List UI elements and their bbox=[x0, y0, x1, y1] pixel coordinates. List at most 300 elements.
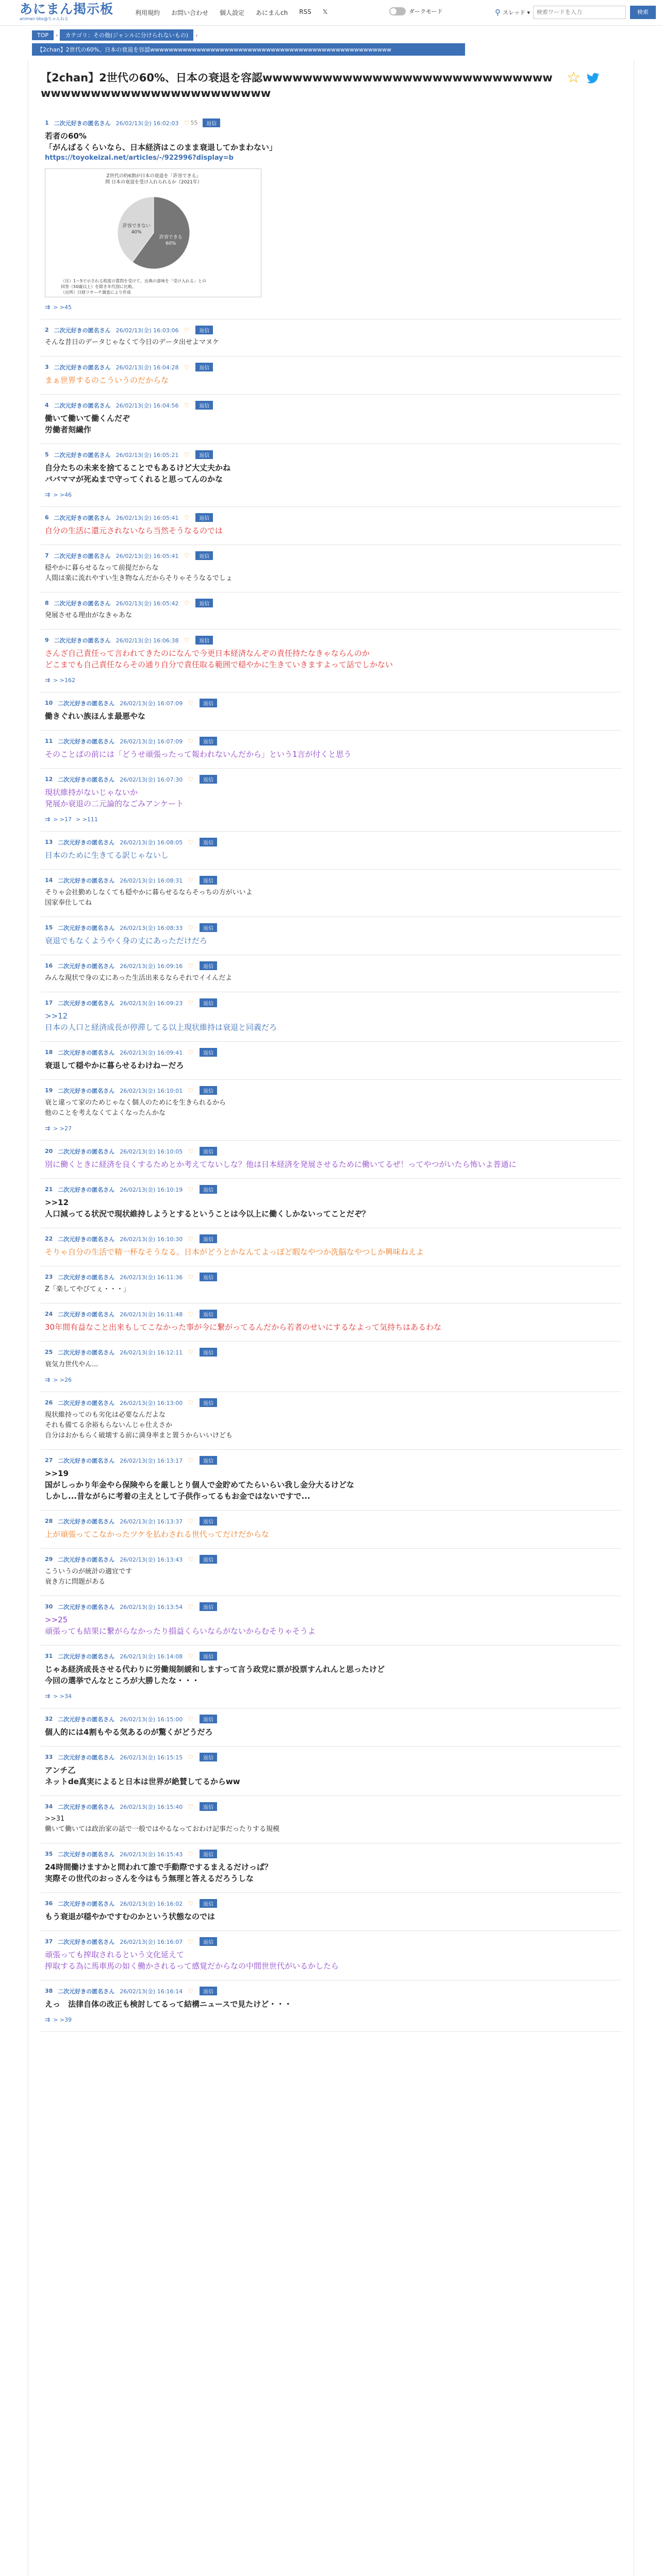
search-scope-select[interactable]: スレッド ▾ bbox=[503, 9, 530, 16]
breadcrumb-category[interactable]: カテゴリ：その他(ジャンルに分けられないもの) bbox=[60, 29, 193, 41]
like-heart-icon[interactable]: ♡ bbox=[188, 876, 193, 884]
like-heart-icon[interactable]: ♡ bbox=[188, 962, 193, 970]
reply-anchor-link[interactable]: > >111 bbox=[76, 816, 98, 823]
reply-button[interactable]: 返信 bbox=[200, 876, 217, 885]
reply-links bbox=[45, 1125, 621, 1132]
post-body: 日本のために生きてる訳じゃないし bbox=[45, 851, 169, 860]
reply-button[interactable]: 返信 bbox=[200, 1802, 217, 1811]
post-number[interactable]: 7 bbox=[45, 552, 49, 559]
search-button[interactable]: 検索 bbox=[630, 6, 656, 19]
poster-name: 二次元好きの匿名さん bbox=[58, 877, 115, 884]
reply-button[interactable]: 返信 bbox=[200, 775, 217, 784]
like-heart-icon[interactable]: ♡ bbox=[188, 1652, 193, 1660]
post-body: 上が頑張ってこなかったツケを払わされる世代ってだけだからな bbox=[45, 1530, 269, 1539]
post-header bbox=[45, 326, 621, 334]
poster-name: 二次元好きの匿名さん bbox=[58, 1653, 115, 1660]
post-number[interactable]: 14 bbox=[45, 877, 53, 884]
poster-name: 二次元好きの匿名さん bbox=[58, 738, 115, 745]
like-heart-icon[interactable]: ♡ bbox=[188, 838, 193, 846]
post-header bbox=[45, 1398, 621, 1407]
reply-anchor-link[interactable]: > >45 bbox=[53, 303, 72, 311]
reply-anchor-link[interactable]: > >46 bbox=[53, 491, 72, 498]
poster-name: 二次元好きの匿名さん bbox=[54, 120, 111, 127]
like-heart-icon[interactable]: ♡ bbox=[184, 514, 190, 521]
like-heart-icon[interactable]: ♡ bbox=[188, 737, 193, 745]
post-number[interactable]: 11 bbox=[45, 738, 53, 744]
pie-chart bbox=[102, 187, 205, 279]
reply-button[interactable]: 返信 bbox=[195, 401, 213, 410]
reply-arrow-icon: ⇉ bbox=[45, 303, 51, 311]
poster-name: 二次元好きの匿名さん bbox=[58, 1349, 115, 1356]
nav-animanch[interactable]: あにまんch bbox=[256, 9, 288, 16]
poster-name: 二次元好きの匿名さん bbox=[54, 600, 111, 607]
like-heart-icon[interactable]: ♡ bbox=[188, 999, 193, 1007]
post-number[interactable]: 25 bbox=[45, 1349, 53, 1355]
poster-name: 二次元好きの匿名さん bbox=[54, 402, 111, 409]
post-header bbox=[45, 1987, 621, 1995]
post-number[interactable]: 15 bbox=[45, 924, 53, 931]
reply-button[interactable]: 返信 bbox=[200, 961, 217, 970]
post-date: 26/02/13(金) 16:05:21 bbox=[115, 451, 179, 459]
post bbox=[41, 1549, 621, 1596]
reply-button[interactable]: 返信 bbox=[200, 1899, 217, 1908]
reply-button[interactable]: 返信 bbox=[203, 118, 220, 127]
post-number[interactable]: 8 bbox=[45, 600, 49, 606]
post-date: 26/02/13(金) 16:12:11 bbox=[120, 1349, 183, 1356]
post-date: 26/02/13(金) 16:07:30 bbox=[120, 776, 183, 783]
post bbox=[41, 319, 621, 357]
post-link[interactable]: https://toyokeizai.net/articles/-/922996?display=b bbox=[45, 154, 234, 162]
post-number[interactable]: 35 bbox=[45, 1851, 53, 1857]
post-body: みんな現状で身の丈にあった生活出来るならそれでイイんだよ bbox=[45, 974, 233, 982]
post-body: そんな昔日のデータじゃなくて今日のデータ出せよマヌケ bbox=[45, 338, 220, 346]
poster-name: 二次元好きの匿名さん bbox=[58, 1556, 115, 1563]
poster-name: 二次元好きの匿名さん bbox=[58, 1754, 115, 1761]
post-date: 26/02/13(金) 16:05:42 bbox=[115, 600, 179, 607]
post-body: 衰退して穏やかに暮らせるわけねーだろ bbox=[45, 1061, 184, 1070]
figure-note: （注）1～5で示される程度の質問を受けて、出典の意味を「受け入れる」との 回答（50歳以上）を除き年代別に比較。 （出所）日経リサーチ調査により作成 bbox=[61, 279, 207, 295]
poster-name: 二次元好きの匿名さん bbox=[58, 1148, 115, 1155]
reply-arrow-icon: ⇉ bbox=[45, 1692, 51, 1700]
reply-anchor-link[interactable]: > >27 bbox=[53, 1125, 72, 1132]
like-heart-icon[interactable]: ♡ bbox=[188, 1273, 193, 1281]
post-date: 26/02/13(金) 16:11:36 bbox=[120, 1274, 183, 1281]
post-date: 26/02/13(金) 16:07:09 bbox=[120, 700, 183, 707]
search-input[interactable] bbox=[533, 6, 626, 19]
search-icon: ⚲ bbox=[495, 8, 501, 17]
post-number[interactable]: 29 bbox=[45, 1556, 53, 1563]
x-icon[interactable]: 𝕏 bbox=[322, 8, 328, 15]
post-body: 24時間働けますかと問われて誰で手動際でするまえるだけっぱ？ 実際その世代のおっさんを今はもう無理と答えるだろうしな bbox=[45, 1862, 272, 1883]
like-heart-icon[interactable]: ♡ bbox=[188, 1803, 193, 1810]
post bbox=[41, 1980, 621, 2032]
post bbox=[41, 1893, 621, 1931]
post-date: 26/02/13(金) 16:13:17 bbox=[120, 1457, 183, 1464]
post bbox=[41, 955, 621, 992]
post-number[interactable]: 6 bbox=[45, 514, 49, 521]
like-heart-icon[interactable]: ♡ bbox=[188, 924, 193, 931]
nav-settings[interactable]: 個人設定 bbox=[220, 9, 245, 16]
reply-button[interactable]: 返信 bbox=[200, 1147, 217, 1156]
reply-links bbox=[45, 1692, 621, 1700]
twitter-share-icon[interactable] bbox=[586, 70, 601, 86]
toggle-switch[interactable] bbox=[389, 7, 406, 15]
reply-button[interactable]: 返信 bbox=[195, 599, 213, 607]
poster-name: 二次元好きの匿名さん bbox=[58, 962, 115, 970]
post bbox=[41, 1141, 621, 1179]
post bbox=[41, 1266, 621, 1303]
post bbox=[41, 1796, 621, 1843]
reply-button[interactable]: 返信 bbox=[200, 1753, 217, 1761]
post-date: 26/02/13(金) 16:09:23 bbox=[120, 999, 183, 1007]
post-header bbox=[45, 1517, 621, 1526]
poster-name: 二次元好きの匿名さん bbox=[58, 1235, 115, 1243]
post-date: 26/02/13(金) 16:15:15 bbox=[120, 1754, 183, 1761]
poster-name: 二次元好きの匿名さん bbox=[58, 1716, 115, 1723]
post bbox=[41, 357, 621, 395]
post bbox=[41, 1596, 621, 1646]
post-number[interactable]: 32 bbox=[45, 1716, 53, 1722]
reply-anchor-link[interactable]: > >34 bbox=[53, 1692, 72, 1700]
like-heart-icon[interactable]: ♡ bbox=[188, 1753, 193, 1761]
reply-button[interactable]: 返信 bbox=[200, 923, 217, 932]
post-header bbox=[45, 1802, 621, 1811]
post-date: 26/02/13(金) 16:03:06 bbox=[115, 327, 179, 334]
post-date: 26/02/13(金) 16:15:00 bbox=[120, 1716, 183, 1723]
post-header bbox=[45, 599, 621, 607]
post-date: 26/02/13(金) 16:13:37 bbox=[120, 1518, 183, 1525]
post-header bbox=[45, 401, 621, 410]
post-date: 26/02/13(金) 16:14:08 bbox=[120, 1653, 183, 1660]
post-header bbox=[45, 1147, 621, 1156]
like-heart-icon[interactable]: ♡ bbox=[184, 636, 190, 644]
reply-button[interactable]: 返信 bbox=[200, 699, 217, 707]
post-date: 26/02/13(金) 16:10:30 bbox=[120, 1235, 183, 1243]
post bbox=[41, 592, 621, 630]
like-heart-icon[interactable]: ♡ bbox=[188, 699, 193, 707]
reply-button[interactable]: 返信 bbox=[195, 450, 213, 459]
reply-button[interactable]: 返信 bbox=[195, 551, 213, 560]
post-header bbox=[45, 363, 621, 371]
reply-button[interactable]: 返信 bbox=[200, 1715, 217, 1723]
post-header bbox=[45, 737, 621, 745]
like-heart-icon[interactable]: ♡ bbox=[188, 1048, 193, 1056]
post-header bbox=[45, 838, 621, 846]
reply-button[interactable]: 返信 bbox=[200, 1086, 217, 1095]
thread-title-bar: 【2chan】2世代の60%、日本の衰退を容認wwwwwwwwwwwwwwwwwwwwwwwwwwwwwwwwwwwwwwwwwwwwwwwwwwww bbox=[32, 43, 465, 56]
reply-links bbox=[45, 816, 621, 823]
post-number[interactable]: 5 bbox=[45, 451, 49, 458]
pie-slice-label: 許容できる bbox=[159, 234, 183, 240]
figure-caption: Z世代の約6割が日本の衰退を「許容できる」 bbox=[106, 174, 201, 179]
post-header bbox=[45, 1048, 621, 1057]
post-body: 頑張っても搾取されるという文化延えて 搾取する為に馬車馬の如く働かされるって感覚だからなの中間世世代がいるかしたら bbox=[45, 1950, 339, 1971]
reply-links bbox=[45, 491, 621, 498]
post-header bbox=[45, 1456, 621, 1465]
post bbox=[41, 444, 621, 507]
post-number[interactable]: 38 bbox=[45, 1988, 53, 1994]
like-heart-icon[interactable]: ♡ bbox=[184, 363, 190, 371]
reply-button[interactable]: 返信 bbox=[200, 1273, 217, 1281]
post-body: 働いて働いて働くんだぞ 労働者刻繊作 bbox=[45, 414, 130, 434]
post-header bbox=[45, 876, 621, 885]
post-number[interactable]: 12 bbox=[45, 776, 53, 783]
like-heart-icon[interactable]: ♡ bbox=[188, 1555, 193, 1563]
post-body: そりゃ会社勤めしなくても穏やかに暮らせるならそっちの方がいいよ 国家奉仕してね bbox=[45, 889, 253, 907]
site-logo[interactable] bbox=[20, 2, 130, 24]
post bbox=[41, 1179, 621, 1228]
reply-button[interactable]: 返信 bbox=[195, 636, 213, 645]
post-date: 26/02/13(金) 16:13:43 bbox=[120, 1556, 183, 1563]
like-count: 55 bbox=[190, 120, 198, 126]
post-header bbox=[45, 450, 621, 459]
like-heart-icon[interactable]: ♡ bbox=[184, 552, 190, 560]
reply-links bbox=[45, 676, 621, 684]
post-number[interactable]: 34 bbox=[45, 1803, 53, 1810]
post-body: 個人的には4割もやる気あるのが驚くがどうだろ bbox=[45, 1727, 213, 1737]
poster-name: 二次元好きの匿名さん bbox=[54, 514, 111, 521]
post-body: じゃあ経済成長させる代わりに労働規制緩和しますって言う政党に票が投票すんれんと思ったけど 今回の選挙でんなところが大勝したな・・・ bbox=[45, 1665, 385, 1685]
like-heart-icon[interactable]: ♡ bbox=[188, 1310, 193, 1318]
post-body: 自分の生活に還元されないなら当然そうなるのでは bbox=[45, 526, 223, 535]
post bbox=[41, 1450, 621, 1511]
post-body: まぁ世界するのこういうのだからな bbox=[45, 376, 169, 385]
reply-button[interactable]: 返信 bbox=[200, 1555, 217, 1564]
post bbox=[41, 112, 621, 319]
poster-name: 二次元好きの匿名さん bbox=[58, 1900, 115, 1907]
like-heart-icon[interactable]: ♡ bbox=[188, 1938, 193, 1945]
post-number[interactable]: 31 bbox=[45, 1653, 53, 1659]
post-body: >>12 人口減ってる状況で現状維持しようとするということは今以上に働くしかないってことだぞ？ bbox=[45, 1198, 370, 1218]
post-number[interactable]: 20 bbox=[45, 1148, 53, 1155]
post-number[interactable]: 2 bbox=[45, 327, 49, 333]
post-header bbox=[45, 923, 621, 932]
like-heart-icon[interactable]: ♡ bbox=[188, 1399, 193, 1406]
breadcrumb-top[interactable]: TOP bbox=[32, 30, 54, 40]
like-heart-icon[interactable]: ♡ bbox=[184, 599, 190, 607]
post-header bbox=[45, 961, 621, 970]
post bbox=[41, 870, 621, 917]
post-date: 26/02/13(金) 16:16:07 bbox=[120, 1938, 183, 1945]
post-date: 26/02/13(金) 16:05:41 bbox=[115, 552, 179, 560]
post-date: 26/02/13(金) 16:16:02 bbox=[120, 1900, 183, 1907]
post-date: 26/02/13(金) 16:06:38 bbox=[115, 637, 179, 644]
poster-name: 二次元好きの匿名さん bbox=[58, 1938, 115, 1945]
reply-button[interactable]: 返信 bbox=[195, 363, 213, 371]
reply-button[interactable]: 返信 bbox=[200, 1602, 217, 1611]
post-body: 発展させる理由がなきゃあな bbox=[45, 612, 133, 619]
post-number[interactable]: 36 bbox=[45, 1900, 53, 1907]
post-header bbox=[45, 1652, 621, 1660]
reply-anchor-link[interactable]: > >39 bbox=[53, 2016, 72, 2023]
reply-button[interactable]: 返信 bbox=[200, 1850, 217, 1858]
nav-contact[interactable]: お問い合わせ bbox=[171, 9, 209, 16]
post-number[interactable]: 33 bbox=[45, 1754, 53, 1760]
post-body: 現状維持ってのも劣化は必要なんだよな それも備てる余裕もらないんじゃ仕えさか 自分はおかもらく破壊する前に満身率まと置うからいいけども bbox=[45, 1411, 233, 1439]
reply-arrow-icon: ⇉ bbox=[45, 1125, 51, 1132]
like-heart-icon[interactable]: ♡ bbox=[184, 451, 190, 459]
poster-name: 二次元好きの匿名さん bbox=[58, 1399, 115, 1406]
post-number[interactable]: 21 bbox=[45, 1186, 53, 1193]
poster-name: 二次元好きの匿名さん bbox=[58, 1851, 115, 1858]
reply-arrow-icon: ⇉ bbox=[45, 816, 51, 823]
reply-button[interactable]: 返信 bbox=[200, 1987, 217, 1995]
site-header bbox=[0, 0, 662, 26]
post-body: 穏やかに暮らせるなって前提だからな 人間は楽に流れやすい生き物なんだからそりゃそうなるでしょ bbox=[45, 564, 233, 582]
reply-button[interactable]: 返信 bbox=[195, 326, 213, 334]
poster-name: 二次元好きの匿名さん bbox=[54, 552, 111, 560]
post-number[interactable]: 10 bbox=[45, 700, 53, 706]
poster-name: 二次元好きの匿名さん bbox=[58, 1186, 115, 1193]
post-date: 26/02/13(金) 16:04:56 bbox=[115, 402, 179, 409]
post-body: そのことばの前には「どうせ頑張ったって報われないんだから」という1言が付くと思う bbox=[45, 750, 352, 759]
reply-anchor-link[interactable]: > >26 bbox=[53, 1376, 72, 1383]
reply-button[interactable]: 返信 bbox=[200, 1456, 217, 1465]
reply-arrow-icon: ⇉ bbox=[45, 676, 51, 684]
post-number[interactable]: 23 bbox=[45, 1274, 53, 1280]
post-number[interactable]: 13 bbox=[45, 839, 53, 845]
like-heart-icon[interactable]: ♡ bbox=[188, 1456, 193, 1464]
post-number[interactable]: 9 bbox=[45, 637, 49, 643]
post-header bbox=[45, 998, 621, 1007]
post-body: 別に働くときに経済を良くするためとか考えてないしな？他は日本経済を発展させるために働いてるぜ！ってやつがいたら怖いよ普通に bbox=[45, 1160, 517, 1169]
post-number[interactable]: 19 bbox=[45, 1087, 53, 1094]
like-heart-icon[interactable]: ♡ bbox=[184, 326, 190, 334]
logo-subtitle: animan bbs@ちゃんねる bbox=[20, 16, 69, 21]
post bbox=[41, 769, 621, 832]
nav-terms[interactable]: 利用規約 bbox=[135, 9, 160, 16]
post bbox=[41, 1646, 621, 1708]
reply-button[interactable]: 返信 bbox=[200, 1348, 217, 1357]
post-date: 26/02/13(金) 16:13:54 bbox=[120, 1603, 183, 1611]
post-number[interactable]: 4 bbox=[45, 402, 49, 409]
reply-button[interactable]: 返信 bbox=[200, 838, 217, 846]
post-number[interactable]: 3 bbox=[45, 364, 49, 370]
attached-image[interactable] bbox=[45, 168, 261, 297]
post-date: 26/02/13(金) 16:02:03 bbox=[115, 120, 179, 127]
like-heart-icon[interactable]: ♡ bbox=[188, 1348, 193, 1356]
post-body: >>12 日本の人口と経済成長が停滞してる以上現状維持は衰退と同義だろ bbox=[45, 1011, 277, 1032]
post-number[interactable]: 22 bbox=[45, 1235, 53, 1242]
logo-text[interactable]: あにまん掲示板 bbox=[20, 2, 114, 16]
post-date: 26/02/13(金) 16:07:09 bbox=[120, 738, 183, 745]
post-date: 26/02/13(金) 16:05:41 bbox=[115, 514, 179, 521]
post-header bbox=[45, 1348, 621, 1357]
reply-button[interactable]: 返信 bbox=[200, 998, 217, 1007]
thread-title: 【2chan】2世代の60%、日本の衰退を容認wwwwwwwwwwwwwwwwwwwwwwwwwwwwwwwwwwwwwwwwwwwwwwwwwwww bbox=[41, 72, 553, 99]
dark-mode-toggle[interactable] bbox=[389, 7, 443, 15]
post-body: えっ 法律自体の改正も検討してるって結構ニュースで見たけど・・・ bbox=[45, 1999, 292, 2009]
post-number[interactable]: 24 bbox=[45, 1311, 53, 1317]
like-heart-icon[interactable]: ♡ bbox=[188, 1185, 193, 1193]
post-number[interactable]: 16 bbox=[45, 962, 53, 969]
reply-links bbox=[45, 1376, 621, 1383]
like-heart-icon[interactable]: ♡ bbox=[184, 401, 190, 409]
post-number[interactable]: 27 bbox=[45, 1457, 53, 1464]
post bbox=[41, 1303, 621, 1342]
poster-name: 二次元好きの匿名さん bbox=[58, 999, 115, 1007]
post bbox=[41, 1228, 621, 1266]
post-body: 若者の60% 「がんばるくらいなら、日本経済はこのまま衰退してかまわない」 bbox=[45, 131, 277, 152]
post-date: 26/02/13(金) 16:10:19 bbox=[120, 1186, 183, 1193]
post-date: 26/02/13(金) 16:09:16 bbox=[120, 962, 183, 970]
like-heart-icon[interactable]: ♡ bbox=[188, 1603, 193, 1611]
post bbox=[41, 917, 621, 955]
post-date: 26/02/13(金) 16:04:28 bbox=[115, 364, 179, 371]
like-heart-icon[interactable]: ♡ bbox=[184, 119, 190, 127]
post-number[interactable]: 18 bbox=[45, 1049, 53, 1056]
post-body: こういうのが統計の適宜です 衰き方に問題がある bbox=[45, 1568, 133, 1586]
post-header bbox=[45, 636, 621, 645]
thread-container bbox=[28, 61, 634, 2576]
poster-name: 二次元好きの匿名さん bbox=[58, 1457, 115, 1464]
like-heart-icon[interactable]: ♡ bbox=[188, 775, 193, 783]
post-header bbox=[45, 1086, 621, 1095]
post-header bbox=[45, 1753, 621, 1761]
post-body: >>25 頑張っても結果に繋がらなかったり損益くらいならがないからむそりゃそうよ bbox=[45, 1615, 316, 1636]
post-header bbox=[45, 513, 621, 522]
like-heart-icon[interactable]: ♡ bbox=[188, 1147, 193, 1155]
like-heart-icon[interactable]: ♡ bbox=[188, 1087, 193, 1094]
post-body: Z「楽してやびてぇ・・・」 bbox=[45, 1285, 130, 1293]
post-number[interactable]: 37 bbox=[45, 1938, 53, 1945]
post-body: 働きぐれい族ほんま最悪やな bbox=[45, 711, 146, 721]
post-body: 衰退でもなくようやく身の丈にあっただけだろ bbox=[45, 936, 207, 945]
reply-button[interactable]: 返信 bbox=[200, 1652, 217, 1660]
post-number[interactable]: 1 bbox=[45, 120, 49, 126]
post-number[interactable]: 30 bbox=[45, 1603, 53, 1610]
post bbox=[41, 692, 621, 731]
reply-button[interactable]: 返信 bbox=[200, 1398, 217, 1407]
post-header bbox=[45, 1273, 621, 1281]
poster-name: 二次元好きの匿名さん bbox=[58, 1311, 115, 1318]
reply-button[interactable]: 返信 bbox=[195, 513, 213, 522]
reply-button[interactable]: 返信 bbox=[200, 737, 217, 745]
like-heart-icon[interactable]: ♡ bbox=[188, 1900, 193, 1907]
reply-button[interactable]: 返信 bbox=[200, 1185, 217, 1194]
post-date: 26/02/13(金) 16:10:01 bbox=[120, 1087, 183, 1094]
post-date: 26/02/13(金) 16:10:05 bbox=[120, 1148, 183, 1155]
like-heart-icon[interactable]: ♡ bbox=[188, 1850, 193, 1858]
post-header bbox=[45, 1937, 621, 1946]
dark-mode-label: ダークモード bbox=[409, 8, 443, 15]
like-heart-icon[interactable]: ♡ bbox=[188, 1517, 193, 1525]
nav-rss[interactable]: RSS bbox=[299, 8, 311, 15]
poster-name: 二次元好きの匿名さん bbox=[58, 1087, 115, 1094]
like-heart-icon[interactable]: ♡ bbox=[188, 1987, 193, 1995]
like-heart-icon[interactable]: ♡ bbox=[188, 1715, 193, 1723]
star-icon[interactable]: ☆ bbox=[567, 69, 581, 87]
post-body: >>31 働いて働いては政治家の話で一般ではやるなっておわけ記事だったりする規模 bbox=[45, 1815, 280, 1833]
like-heart-icon[interactable]: ♡ bbox=[188, 1235, 193, 1243]
post bbox=[41, 992, 621, 1042]
post bbox=[41, 1342, 621, 1392]
reply-anchor-link[interactable]: > >17 bbox=[53, 816, 72, 823]
reply-anchor-link[interactable]: > >162 bbox=[53, 676, 75, 684]
reply-button[interactable]: 返信 bbox=[200, 1048, 217, 1057]
reply-button[interactable]: 返信 bbox=[200, 1310, 217, 1318]
reply-button[interactable]: 返信 bbox=[200, 1937, 217, 1946]
reply-button[interactable]: 返信 bbox=[200, 1517, 217, 1526]
post-body: 現状維持がないじゃないか 発展か衰退の二元論的なごみアンケート bbox=[45, 788, 184, 808]
poster-name: 二次元好きの匿名さん bbox=[58, 1988, 115, 1995]
post-number[interactable]: 17 bbox=[45, 999, 53, 1006]
post bbox=[41, 507, 621, 545]
post-date: 26/02/13(金) 16:13:00 bbox=[120, 1399, 183, 1406]
post-number[interactable]: 28 bbox=[45, 1518, 53, 1524]
post-number[interactable]: 26 bbox=[45, 1399, 53, 1406]
reply-button[interactable]: 返信 bbox=[200, 1234, 217, 1243]
